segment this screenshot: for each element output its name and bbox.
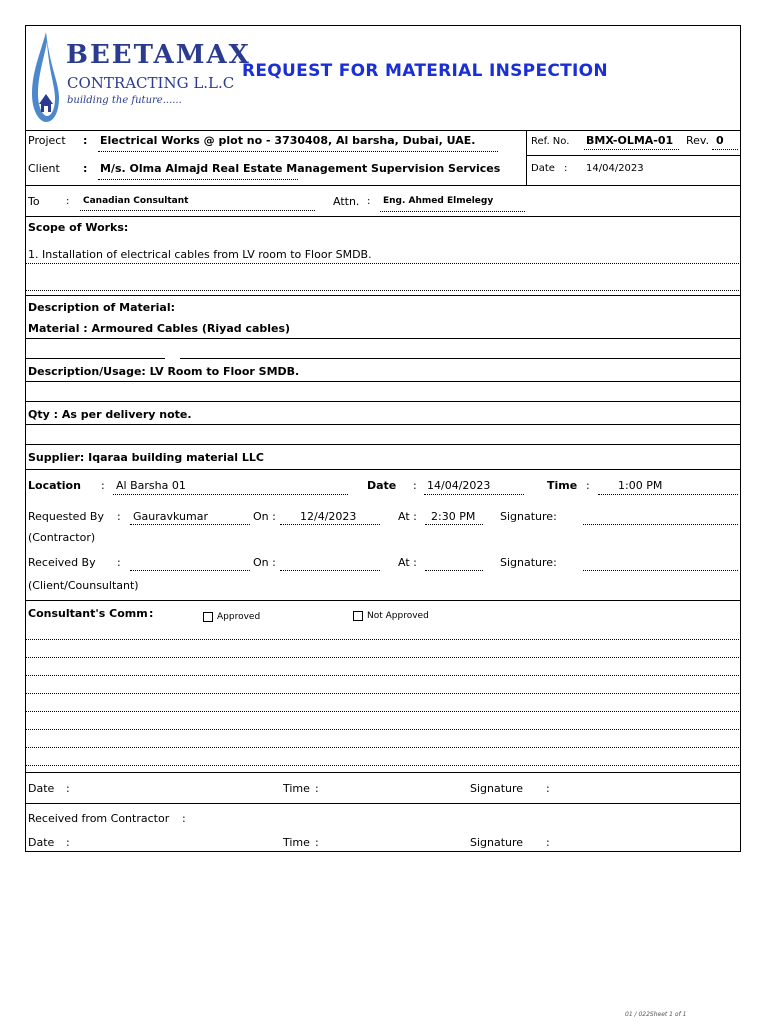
- received-colon: :: [117, 556, 121, 569]
- location-colon: :: [101, 479, 105, 492]
- requested-on-label: On :: [253, 510, 276, 523]
- requested-label: Requested By: [28, 510, 104, 523]
- time-label: Time: [547, 479, 578, 492]
- page-note: 01 / 022Sheet 1 of 1: [625, 1011, 687, 1018]
- received-label: Received By: [28, 556, 96, 569]
- requested-colon: :: [117, 510, 121, 523]
- attn-value: Eng. Ahmed Elmelegy: [383, 196, 494, 206]
- form-title: REQUEST FOR MATERIAL INSPECTION: [242, 61, 608, 81]
- not-approved-label: Not Approved: [367, 611, 429, 621]
- received-from-contractor-label: Received from Contractor: [28, 812, 170, 825]
- loc-date-colon: :: [413, 479, 417, 492]
- client-label: Client: [28, 162, 60, 175]
- approved-label: Approved: [217, 612, 261, 622]
- loc-date-label: Date: [367, 479, 397, 492]
- client-value: M/s. Olma Almajd Real Estate Management Supervision Services: [100, 162, 501, 175]
- footer-signature-label: Signature: [470, 782, 524, 795]
- project-colon: :: [83, 134, 88, 147]
- company-tagline: building the future......: [67, 95, 182, 106]
- received-signature-label: Signature:: [500, 556, 557, 569]
- to-colon: :: [66, 196, 70, 207]
- material-line: Material : Armoured Cables (Riyad cables): [28, 322, 291, 335]
- consultant-colon: :: [149, 607, 154, 620]
- received-on-label: On :: [253, 556, 276, 569]
- footer2-date-label: Date: [28, 836, 55, 849]
- requested-at-value: 2:30 PM: [431, 510, 476, 523]
- attn-colon: :: [367, 196, 371, 207]
- to-label: To: [28, 195, 40, 208]
- approved-checkbox[interactable]: [203, 612, 213, 622]
- footer2-signature-colon: :: [546, 836, 550, 849]
- requested-name: Gauravkumar: [133, 510, 208, 523]
- qty-line: Qty : As per delivery note.: [28, 408, 192, 421]
- project-value: Electrical Works @ plot no - 3730408, Al barsha, Dubai, UAE.: [100, 134, 476, 147]
- requested-signature-label: Signature:: [500, 510, 557, 523]
- company-logo: [30, 30, 251, 125]
- footer-time-label: Time: [283, 782, 310, 795]
- received-sub: (Client/Counsultant): [28, 579, 139, 592]
- requested-sub: (Contractor): [28, 531, 96, 544]
- time-colon: :: [586, 479, 590, 492]
- requested-on-value: 12/4/2023: [300, 510, 357, 523]
- footer-date-label: Date: [28, 782, 55, 795]
- received-from-colon: :: [182, 812, 186, 825]
- date-value: 14/04/2023: [586, 163, 644, 174]
- refno-value: BMX-OLMA-01: [586, 134, 674, 147]
- footer2-date-colon: :: [66, 836, 70, 849]
- footer2-signature-label: Signature: [470, 836, 524, 849]
- project-label: Project: [28, 134, 66, 147]
- footer-signature-colon: :: [546, 782, 550, 795]
- rev-label: Rev.: [686, 134, 710, 147]
- requested-at-label: At :: [398, 510, 417, 523]
- to-value: Canadian Consultant: [83, 196, 189, 206]
- drop-icon: [30, 32, 60, 124]
- footer-time-colon: :: [315, 782, 319, 795]
- attn-label: Attn.: [333, 195, 360, 208]
- location-value: Al Barsha 01: [116, 479, 186, 492]
- consultant-heading: Consultant's Comm: [28, 607, 148, 620]
- footer2-time-colon: :: [315, 836, 319, 849]
- scope-item-1: 1. Installation of electrical cables from LV room to Floor SMDB.: [28, 248, 372, 261]
- date-label: Date: [531, 163, 555, 174]
- footer-date-colon: :: [66, 782, 70, 795]
- scope-heading: Scope of Works:: [28, 221, 129, 234]
- location-label: Location: [28, 479, 81, 492]
- company-sub: CONTRACTING L.L.C: [67, 74, 235, 92]
- client-colon: :: [83, 162, 88, 175]
- footer2-time-label: Time: [283, 836, 310, 849]
- company-name: BEETAMAX: [66, 40, 251, 70]
- refno-label: Ref. No.: [531, 136, 570, 147]
- rev-value: 0: [716, 134, 724, 147]
- not-approved-checkbox[interactable]: [353, 611, 363, 621]
- received-at-label: At :: [398, 556, 417, 569]
- loc-date-value: 14/04/2023: [427, 479, 491, 492]
- time-value: 1:00 PM: [618, 479, 663, 492]
- supplier-line: Supplier: Iqaraa building material LLC: [28, 451, 264, 464]
- material-heading: Description of Material:: [28, 301, 176, 314]
- date-colon: :: [564, 163, 568, 174]
- usage-line: Description/Usage: LV Room to Floor SMDB.: [28, 365, 300, 378]
